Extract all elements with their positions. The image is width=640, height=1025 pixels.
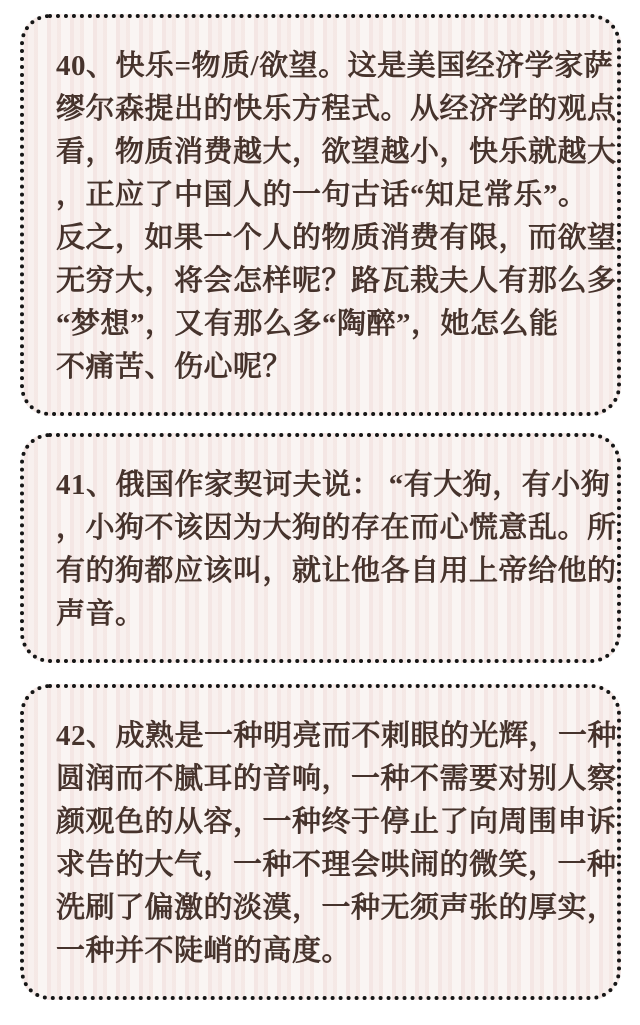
quote-card-42: [20, 684, 621, 1000]
quote-line: 洗刷了偏激的淡漠，一种无须声张的厚实，: [56, 892, 617, 924]
quote-line: 42、成熟是一种明亮而不刺眼的光辉，一种: [56, 720, 618, 752]
quote-line: 无穷大，将会怎样呢？路瓦栽夫人有那么多: [56, 265, 617, 297]
quote-line: 看，物质消费越大，欲望越小，快乐就越大: [56, 136, 617, 168]
quote-card-40: [20, 14, 621, 416]
quote-line: 一种并不陡峭的高度。: [56, 935, 352, 967]
quote-line: 圆润而不腻耳的音响，一种不需要对别人察: [56, 763, 617, 795]
quote-card-41: [20, 433, 621, 663]
quote-line: 40、快乐=物质/欲望。这是美国经济学家萨: [56, 50, 614, 82]
quote-line: 缪尔森提出的快乐方程式。从经济学的观点: [56, 93, 617, 125]
quote-line: ，正应了中国人的一句古话“知足常乐”。: [56, 179, 588, 211]
quote-line: ，小狗不该因为大狗的存在而心慌意乱。所: [56, 512, 617, 544]
quote-line: “梦想”，又有那么多“陶醉”，她怎么能: [56, 308, 559, 340]
quote-line: 反之，如果一个人的物质消费有限，而欲望: [56, 222, 617, 254]
quote-line: 不痛苦、伤心呢？: [56, 351, 293, 383]
quote-line: 声音。: [56, 598, 145, 630]
quote-line: 求告的大气，一种不理会哄闹的微笑，一种: [56, 849, 617, 881]
quote-list: [0, 14, 640, 1000]
quote-line: 有的狗都应该叫，就让他各自用上帝给他的: [56, 555, 617, 587]
quote-line: 41、俄国作家契诃夫说： “有大狗，有小狗: [56, 469, 611, 501]
quote-line: 颜观色的从容，一种终于停止了向周围申诉: [56, 806, 617, 838]
